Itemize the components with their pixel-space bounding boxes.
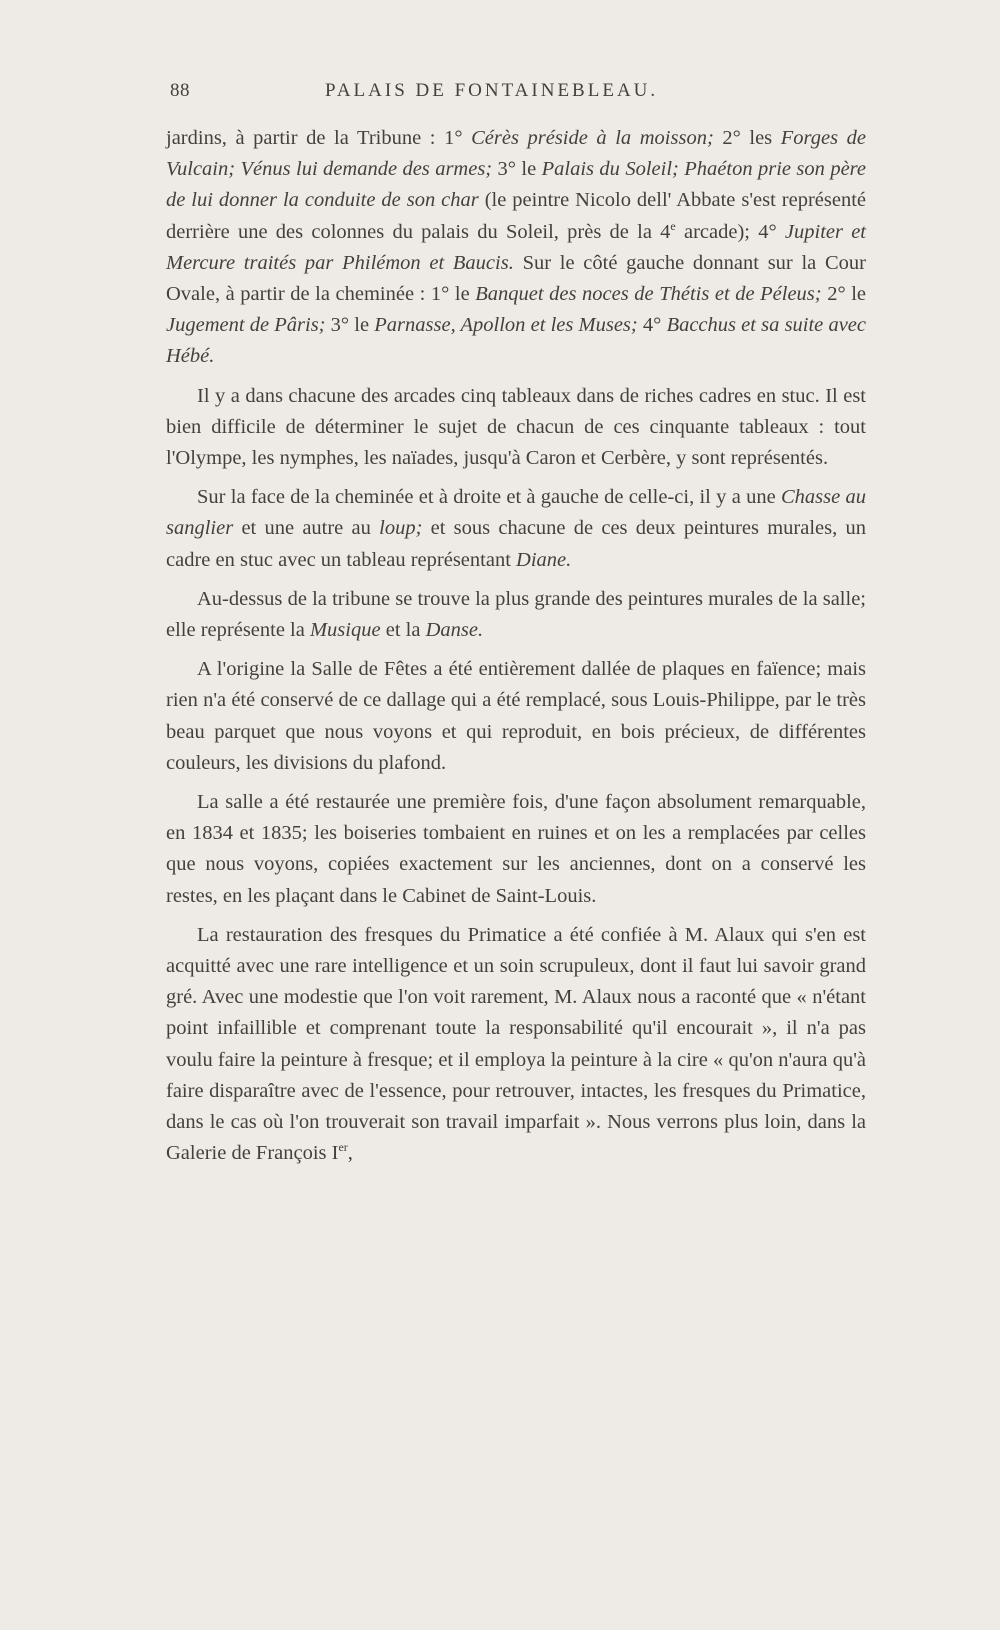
italic-text: Musique xyxy=(309,619,381,642)
text-run: 4° xyxy=(637,314,667,337)
italic-text: Jugement de Pâris; xyxy=(166,314,326,337)
italic-text: Diane. xyxy=(516,548,572,571)
superscript-text: e xyxy=(670,218,676,233)
text-run: (le peintre Nicolo dell' Abbate s'est représenté derrière une des colonnes du palais du Soleil, près de la 4 xyxy=(166,189,866,243)
paragraph xyxy=(166,787,866,912)
text-run: La restauration des fresques du Primatice a été confiée à M. Alaux qui s'en est acquitté avec une rare intelligence et un soin scrupuleux, dont il faut lui savoir grand gré. Avec une modestie que l'on voit rarement, M. Alaux nous a raconté que « n'étant point infaillible et comprenant toute la responsabilité qu'il encourait », il n'a pas voulu faire la peinture à fresque; et il employa la peinture à la cire « qu'on n'aura qu'à faire disparaître avec de l'essence, pour retrouver, intactes, les fresques du Primatice, dans le cas où l'on trouverait son travail imparfait ». Nous verrons plus loin, dans la Galerie de François I xyxy=(166,923,866,1165)
italic-text: Palais du Soleil; Phaéton prie son père de lui donner la conduite de son char xyxy=(166,158,866,212)
text-run: Au-dessus de la tribune se trouve la plus grande des peintures murales de la salle; elle représente la xyxy=(166,587,866,642)
italic-text: Bacchus et sa suite avec Hébé. xyxy=(166,314,867,368)
italic-text: Parnasse, Apollon et les Muses; xyxy=(374,314,638,337)
body-text xyxy=(166,123,866,1178)
text-run: 3° le xyxy=(325,314,375,337)
page-number: 88 xyxy=(170,80,190,101)
text-run: 3° le xyxy=(492,158,542,181)
text-run: A l'origine la Salle de Fêtes a été entièrement dallée de plaques en faïence; mais rien n'a été conservé de ce dallage qui a été remplacé, sous Louis-Philippe, par le très beau parquet que nous voyons et qui reproduit, en bois précieux, de différentes couleurs, les divisions du plafond. xyxy=(166,658,866,774)
italic-text: Banquet des noces de Thétis et de Péleus; xyxy=(475,283,822,306)
text-run: Sur la face de la cheminée et à droite et à gauche de celle-ci, il y a une xyxy=(197,486,781,509)
text-run: 2° le xyxy=(821,283,866,306)
paragraph xyxy=(166,654,866,779)
text-run: 2° les xyxy=(713,127,781,149)
text-run: et une autre au xyxy=(233,517,380,540)
italic-text: Jupiter et Mercure traités par Philémon et Baucis. xyxy=(166,220,867,274)
italic-text: Danse. xyxy=(425,619,484,642)
paragraph xyxy=(166,920,866,1170)
paragraph xyxy=(166,584,866,646)
paragraph xyxy=(166,482,866,576)
running-head xyxy=(170,80,715,110)
text-run: La salle a été restaurée une première fois, d'une façon absolument remarquable, en 1834 et 1835; les boiseries tombaient en ruines et on les a remplacées par celles que nous voyons, copiées exactement sur les anciennes, dont on a conservé les restes, en les plaçant dans le Cabinet de Saint-Louis. xyxy=(166,791,866,907)
running-title: PALAIS DE FONTAINEBLEAU. xyxy=(325,80,659,101)
text-run: Sur le côté gauche donnant sur la Cour Ovale, à partir de la cheminée : 1° le xyxy=(166,251,866,306)
paragraph xyxy=(166,381,866,475)
italic-text: Cérès préside à la moisson; xyxy=(471,127,714,149)
italic-text: loup; xyxy=(379,517,423,540)
paragraph xyxy=(166,123,866,373)
text-run: jardins, à partir de la Tribune : 1° xyxy=(166,127,472,149)
text-run: , xyxy=(347,1142,353,1165)
italic-text: Forges de Vulcain; Vénus lui demande des armes; xyxy=(166,127,866,181)
italic-text: Chasse au sanglier xyxy=(166,486,866,540)
text-run: Il y a dans chacune des arcades cinq tableaux dans de riches cadres en stuc. Il est bien difficile de déterminer le sujet de chacun de ces cinquante tableaux : tout l'Olympe, les nymphes, les naïades, jusqu'à Caron et Cerbère, y sont représentés. xyxy=(166,384,866,470)
text-run: arcade); 4° xyxy=(675,220,785,243)
superscript-text: er xyxy=(338,1140,348,1155)
text-run: et sous chacune de ces deux peintures murales, un cadre en stuc avec un tableau représentant xyxy=(166,517,866,571)
text-run: et la xyxy=(380,619,426,642)
